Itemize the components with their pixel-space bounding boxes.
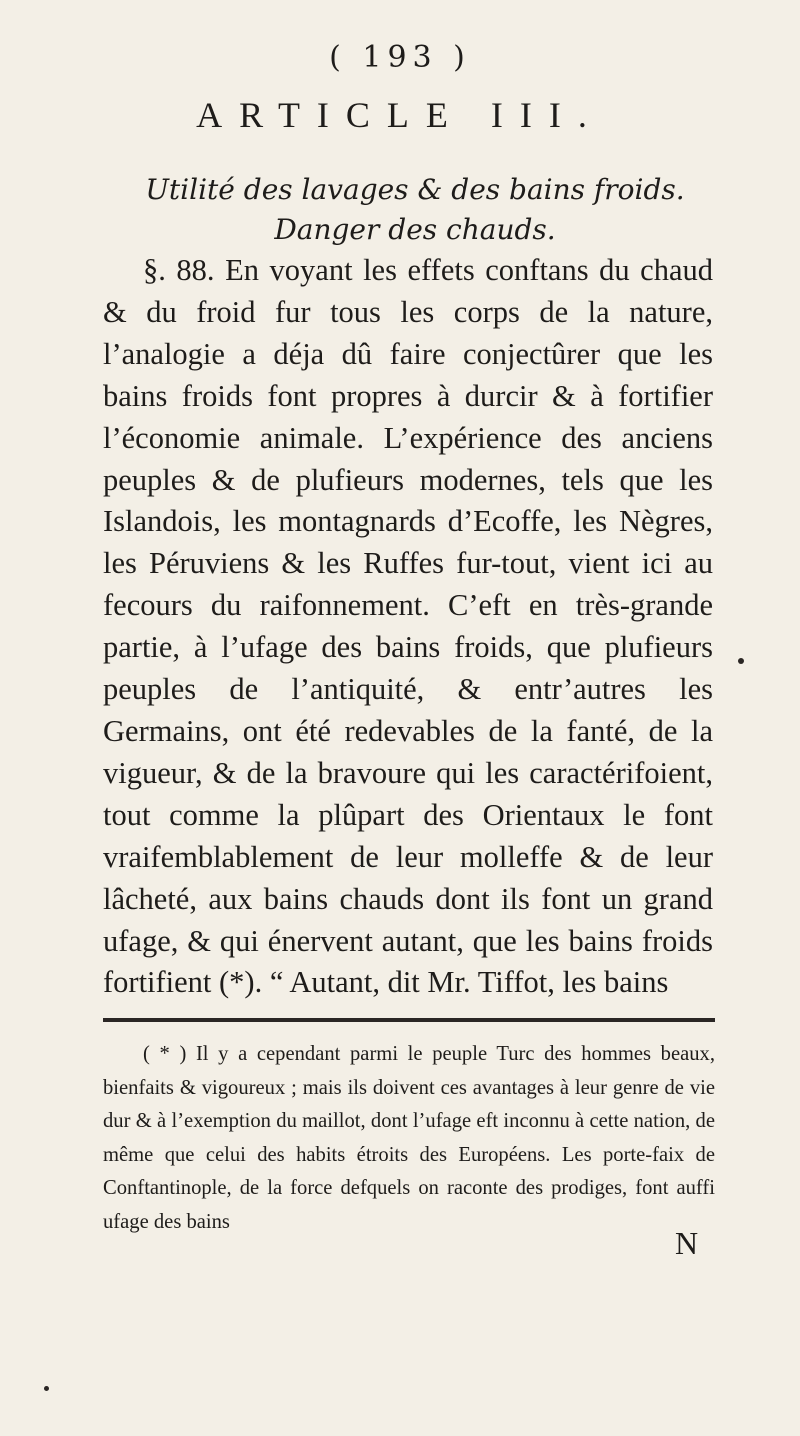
paragraph-88: §. 88. En voyant les effets conftans du chaud & du froid fur tous les corps de la nature, l’analogie a déja dû faire conjectûrer que les bains froids font propres à durcir & à fortifier l’économie animale. L’expérience des anciens peuples & de plufieurs modernes, tels que les Islandois, les montagnards d’Ecoffe, les Nègres, les Péruviens & les Ruffes fur-tout, vient ici au fecours du raifonnement. C’eft en très-grande partie, à l’ufage des bains froids, que plufieurs peuples de l’antiquité, & entr’autres les Germains, ont été redevables de la fanté, de la vigueur, & de la bravoure qui les caractérifoient, tout comme la plûpart des Orientaux le font vraifemblablement de leur molleffe & de leur lâcheté, aux bains chauds dont ils font un grand ufage, & qui énervent autant, que les bains froids fortifient (*). “ Autant, dit Mr. Tiffot, les bains [103,253,713,1000]
page-number: ( 193 ) [329,40,471,75]
ink-speck [738,658,744,664]
ink-speck [44,1386,49,1391]
signature-mark: N [675,1225,699,1261]
body-text [103,250,713,1004]
footnote [103,1038,715,1239]
article-heading: ARTICLE III. [196,95,604,135]
article-subtitle: Utilité des lavages & des bains froids. Danger des chauds. [145,173,685,246]
footnote-text: ( * ) Il y a cependant parmi le peuple Turc des hommes beaux, bienfaits & vigoureux ; mais ils doivent ces avantages à leur genre de vie dur & à l’exemption du maillot, dont l’ufage eft inconnu à cette nation, de même que celui des habits étroits des Européens. Les porte-faix de Conftantinople, de la force defquels on raconte des prodiges, font auffi ufage des bains [103,1043,715,1233]
footnote-divider [103,1018,715,1022]
